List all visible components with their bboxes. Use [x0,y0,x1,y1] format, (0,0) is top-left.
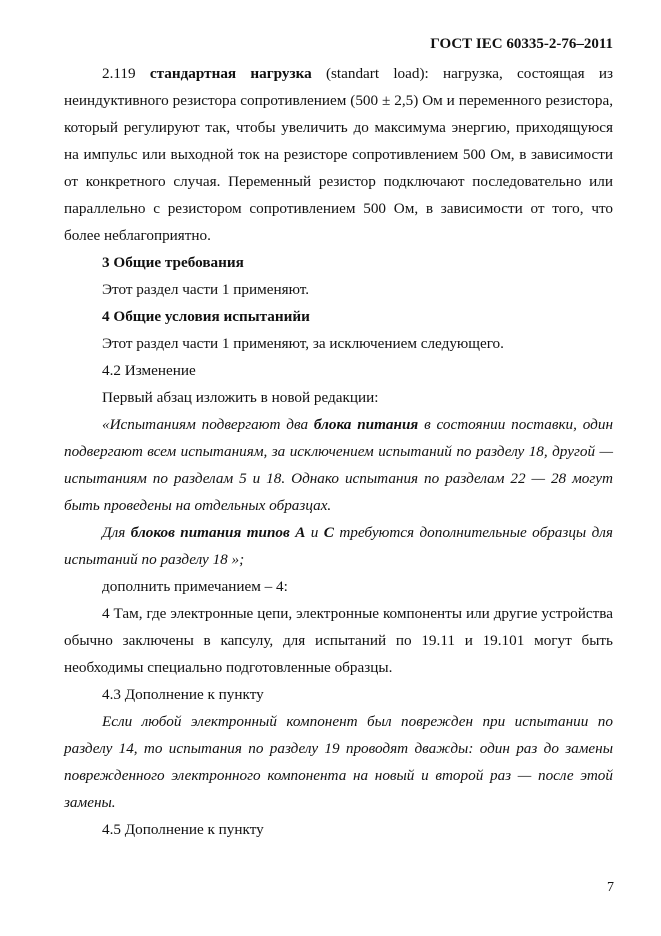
section-4-heading: 4 Общие условия испытанийи [102,308,310,325]
definition-2-119 [64,60,613,249]
section-4-2-note: 4 Там, где электронные цепи, электронные компоненты или другие устройства обычно заключены в капсулу, для испытаний по 19.11 и 19.101 могут быть необходимы специально подготовленные образцы. [64,605,613,676]
document-standard-header: ГОСТ IEC 60335-2-76–2011 [430,36,613,52]
section-3-text: Этот раздел части 1 применяют. [102,281,310,298]
section-4-3-text: Если любой электронный компонент был поврежден при испытании по разделу 14, то испытания по разделу 19 проводят дважды: один раз до замены поврежденного электронного компонента на новый и второй раз — после этой замены. [64,713,613,811]
section-3-heading: 3 Общие требования [102,254,244,271]
page-number: 7 [607,880,614,895]
section-4-2-intro: Первый абзац изложить в новой редакции: [102,389,379,406]
section-4-2-add-note: дополнить примечанием – 4: [102,578,288,595]
section-4-2-quote-2: Для блоков питания типов А и С требуются дополнительные образцы для испытаний по разделу 18 »; [64,524,613,568]
quote-term-c: С [323,524,334,541]
section-4-2-heading: 4.2 Изменение [102,362,196,379]
definition-number: 2.119 [102,65,150,82]
quote-term-types: блоков питания типов А [130,524,306,541]
definition-term: стандартная нагрузка [149,65,312,82]
section-4-3-heading: 4.3 Дополнение к пункту [102,686,264,703]
definition-text: (standart load): нагрузка, состоящая из неиндуктивного резистора сопротивлением (500 ± 2,5) Ом и переменного резистора, который регулируют так, чтобы увеличить до максимума энергию, приходящуюся на импульс или выходной ток на резисторе сопротивлением 500 Ом, в зависимости от конкретного случая. Переменный резистор подключают последовательно или параллельно с резистором сопротивлением 500 Ом, в зависимости от того, что более неблагоприятно. [64,65,613,244]
document-body [64,60,613,843]
section-4-text: Этот раздел части 1 применяют, за исключением следующего. [102,335,504,352]
quote-term: блока питания [313,416,419,433]
section-4-2-quote-1: «Испытаниям подвергают два блока питания в состоянии поставки, один подвергают всем испытаниям, за исключением испытаний по разделу 18, другой — испытаниям по разделам 5 и 18. Однако испытания по разделам 22 — 28 могут быть проведены на отдельных образцах. [64,416,613,514]
section-4-5-heading: 4.5 Дополнение к пункту [102,821,264,838]
